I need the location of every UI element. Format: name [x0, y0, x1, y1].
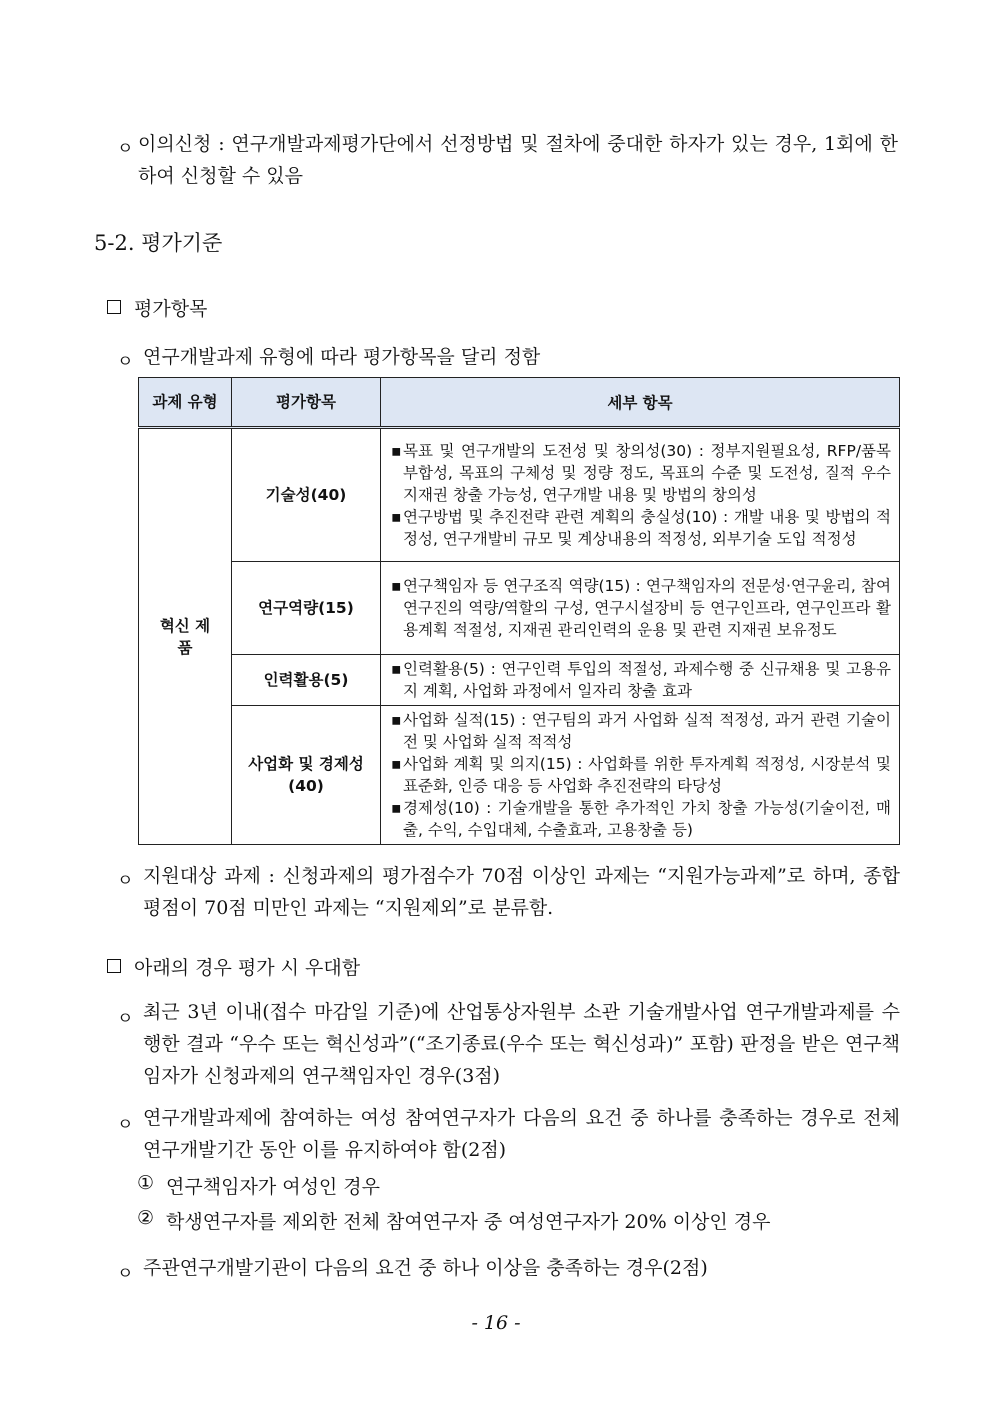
header-detail: 세부 항목 — [381, 378, 900, 428]
bullet-marker: ㅇ — [117, 352, 134, 372]
bullet-marker: ㅇ — [117, 1009, 134, 1029]
detail-research-capacity: ▪ 연구책임자 등 연구조직 역량(15) : 연구책임자의 전문성·연구윤리, 참여연구진의 역량/역할의 구성, 연구시설장비 등 연구인프라, 연구인프라 활용계획 적절성, 지재권 관리인력의 운용 및 관련 지재권 보유정도 — [381, 562, 900, 655]
host-institution-paragraph: 주관연구개발기관이 다음의 요건 중 하나 이상을 충족하는 경우(2점) — [143, 1257, 708, 1279]
female-researcher-paragraph: 연구개발과제에 참여하는 여성 참여연구자가 다음의 요건 중 하나를 충족하는 경우로 전체 연구개발기간 동안 이를 유지하여야 함(2점) — [143, 1107, 900, 1161]
bullet-marker: ㅇ — [117, 871, 134, 891]
page-number: - 16 - — [471, 1312, 521, 1334]
detail-line: 연구방법 및 추진전략 관련 계획의 충실성(10) : 개발 내용 및 방법의 적정성, 연구개발비 규모 및 계상내용의 적정성, 외부기술 도입 적정성 — [403, 508, 891, 548]
table-row — [139, 706, 900, 845]
item-research-capacity: 연구역량(15) — [232, 562, 381, 655]
preference-title: 아래의 경우 평가 시 우대함 — [134, 957, 361, 979]
detail-commercialization: ▪ 사업화 실적(15) : 연구팀의 과거 사업화 실적 적정성, 과거 관련 기술이전 및 사업화 실적 적적성 ▪ 사업화 계획 및 의지(15) : 사업화를 위한 투자계획 적정성, 시장분석 및 표준화, 인증 대응 등 사업화 추진전략의 타당성 ▪ 경제성(10) : 기술개발을 통한 추가적인 가치 창출 가능성(기술이전, 매출, 수익, 수입대체, 수출효과, 고용창출 등) — [381, 706, 900, 845]
table-row — [139, 655, 900, 706]
table-row — [139, 562, 900, 655]
detail-technology: ▪ 목표 및 연구개발의 도전성 및 창의성(30) : 정부지원필요성, RFP/품목 부합성, 목표의 구체성 및 정량 정도, 목표의 수준 및 도전성, 질적 우수 지재권 창출 가능성, 연구개발 내용 및 방법의 창의성 ▪ 연구방법 및 추진전략 관련 계획의 충실성(10) : 개발 내용 및 방법의 적정성, 연구개발비 규모 및 계상내용의 적정성, 외부기술 도입 적정성 — [381, 428, 900, 562]
sub-marker: ① — [137, 1172, 155, 1194]
item-commercialization: 사업화 및 경제성(40) — [232, 706, 381, 845]
section-heading: 5-2. 평가기준 — [94, 231, 223, 255]
checkbox-square-icon — [107, 300, 121, 314]
detail-line: 목표 및 연구개발의 도전성 및 창의성(30) : 정부지원필요성, RFP/품목 부합성, 목표의 구체성 및 정량 정도, 목표의 수준 및 도전성, 질적 우수 지재권 창출 가능성, 연구개발 내용 및 방법의 창의성 — [403, 442, 891, 504]
detail-line: 사업화 계획 및 의지(15) : 사업화를 위한 투자계획 적정성, 시장분석 및 표준화, 인증 대응 등 사업화 추진전략의 타당성 — [403, 755, 891, 795]
prior-performance-paragraph: 최근 3년 이내(접수 마감일 기준)에 산업통상자원부 소관 기술개발사업 연구개발과제를 수행한 결과 “우수 또는 혁신성과”(“조기종료(우수 또는 혁신성과)” 포함) 판정을 받은 연구책임자가 신청과제의 연구책임자인 경우(3점) — [143, 1001, 900, 1087]
type-innovative-product: 혁신 제품 — [139, 428, 232, 845]
item-manpower: 인력활용(5) — [232, 655, 381, 706]
detail-line: 경제성(10) : 기술개발을 통한 추가적인 가치 창출 가능성(기술이전, 매출, 수익, 수입대체, 수출효과, 고용창출 등) — [403, 799, 891, 839]
support-target-paragraph: 지원대상 과제 : 신청과제의 평가점수가 70점 이상인 과제는 “지원가능과제”로 하며, 종합평점이 70점 미만인 과제는 “지원제외”로 분류함. — [143, 865, 900, 919]
detail-line: 연구책임자 등 연구조직 역량(15) : 연구책임자의 전문성·연구윤리, 참여연구진의 역량/역할의 구성, 연구시설장비 등 연구인프라, 연구인프라 활용계획 적절성, 지재권 관리인력의 운용 및 관련 지재권 보유정도 — [403, 577, 891, 639]
objection-paragraph: 이의신청 : 연구개발과제평가단에서 선정방법 및 절차에 중대한 하자가 있는 경우, 1회에 한하여 신청할 수 있음 — [138, 133, 898, 187]
bullet-marker: ㅇ — [117, 139, 134, 159]
header-item: 평가항목 — [232, 378, 381, 428]
header-type: 과제 유형 — [139, 378, 232, 428]
eval-intro-paragraph: 연구개발과제 유형에 따라 평가항목을 달리 정함 — [143, 346, 541, 368]
bullet-marker: ㅇ — [117, 1115, 134, 1135]
table-row — [139, 428, 900, 562]
sub-text: 연구책임자가 여성인 경우 — [166, 1176, 381, 1198]
bullet-marker: ㅇ — [117, 1264, 134, 1284]
detail-line: 사업화 실적(15) : 연구팀의 과거 사업화 실적 적정성, 과거 관련 기술이전 및 사업화 실적 적적성 — [403, 711, 891, 751]
detail-manpower: ▪ 인력활용(5) : 연구인력 투입의 적절성, 과제수행 중 신규채용 및 고용유지 계획, 사업화 과정에서 일자리 창출 효과 — [381, 655, 900, 706]
checkbox-square-icon — [107, 959, 121, 973]
sub-item-1 — [137, 1172, 380, 1199]
eval-items-title: 평가항목 — [134, 298, 208, 320]
sub-text: 학생연구자를 제외한 전체 참여연구자 중 여성연구자가 20% 이상인 경우 — [166, 1211, 771, 1233]
item-technology: 기술성(40) — [232, 428, 381, 562]
sub-item-2 — [137, 1207, 771, 1234]
table-header-row — [139, 378, 900, 428]
detail-line: 인력활용(5) : 연구인력 투입의 적절성, 과제수행 중 신규채용 및 고용유지 계획, 사업화 과정에서 일자리 창출 효과 — [403, 660, 891, 700]
evaluation-criteria-table — [138, 377, 900, 845]
sub-marker: ② — [137, 1207, 155, 1229]
